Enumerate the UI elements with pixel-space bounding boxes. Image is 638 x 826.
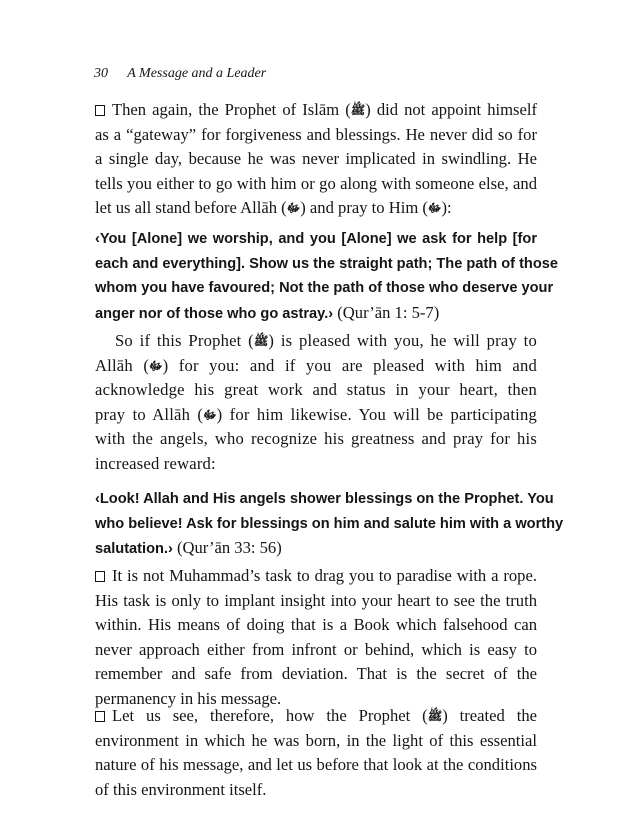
text-line: ‹Look! Allah and His angels shower blessings on the Prophet. You: [95, 491, 554, 507]
checkbox-icon: [95, 711, 105, 722]
running-title: A Message and a Leader: [127, 66, 267, 81]
honorific-icon: ﷻ: [203, 407, 217, 422]
text-line: It is not Muhammad’s task to drag you to paradise with a rope.: [112, 566, 537, 585]
running-header: [94, 66, 266, 82]
text-line: acknowledge his great work and status in your heart, then: [95, 380, 537, 399]
quran-reference: (Qur’ān 33: 56): [172, 538, 282, 557]
text-line: ) treated the: [442, 706, 538, 725]
honorific-icon: ﷻ: [149, 358, 163, 373]
text-line: Allāh (: [95, 355, 150, 375]
text-line: salutation.›: [95, 541, 173, 557]
honorific-icon: ﷻ: [286, 201, 301, 215]
paragraph-pray-for-prophet: [95, 329, 537, 476]
honorific-icon: ﷺ: [253, 334, 269, 348]
honorific-icon: ﷻ: [427, 201, 442, 215]
paragraph-environment: [95, 704, 537, 802]
quran-quote-ahzab: [95, 487, 564, 561]
text-line: never approach either from infront or behind, which is easy to: [95, 639, 537, 659]
text-line: environment in which he was born, in the light of this essential: [95, 730, 537, 750]
text-line: ‹You [Alone] we worship, and you [Alone] we ask for help [for: [95, 231, 537, 247]
text-line: pray to Allāh (: [95, 404, 204, 424]
checkbox-icon: [95, 571, 105, 582]
text-line: remember and safe from deviation. That is the secret of the: [95, 664, 537, 683]
text-line: anger nor of those who go astray.›: [95, 305, 334, 322]
text-line: with the angels, who recognize his greatness and pray for his: [95, 429, 537, 448]
text-line: ) and pray to Him (: [300, 198, 428, 217]
quran-reference: (Qur’ān 1: 5-7): [333, 302, 440, 322]
paragraph-prophet-gateway: [95, 98, 537, 221]
text-line: permanency in his message.: [95, 688, 282, 708]
text-line: whom you have favoured; Not the path of those who deserve your: [95, 280, 554, 296]
text-line: So if this Prophet (: [115, 331, 254, 350]
text-line: each and everything]. Show us the straight path; The path of those: [95, 255, 558, 272]
page-number: 30: [94, 66, 108, 81]
text-line: a single day, because he was never implicated in swindling. He: [95, 149, 537, 168]
text-line: let us all stand before Allāh (: [95, 198, 287, 217]
honorific-icon: ﷺ: [427, 709, 443, 723]
text-line: increased reward:: [95, 453, 216, 473]
text-line: of this environment itself.: [95, 779, 267, 799]
text-line: as a “gateway” for forgiveness and blessings. He never did so for: [95, 124, 537, 144]
text-line: ) for him likewise. You will be participating: [216, 404, 537, 424]
text-line: Let us see, therefore, how the Prophet (: [112, 706, 428, 725]
paragraph-muhammad-task: [95, 564, 537, 711]
checkbox-icon: [95, 105, 105, 116]
text-line: tells you either to go with him or go along with someone else, and: [95, 173, 537, 193]
text-line: Then again, the Prophet of Islām (: [112, 100, 351, 119]
text-line: His task is only to implant insight into your heart to see the truth: [95, 590, 537, 610]
text-line: within. His means of doing that is a Book which falsehood can: [95, 615, 537, 634]
text-line: ):: [441, 198, 452, 217]
text-line: ) did not appoint himself: [365, 100, 537, 119]
text-line: who believe! Ask for blessings on him and salute him with a worthy: [95, 515, 564, 532]
text-line: nature of his message, and let us before that look at the conditions: [95, 755, 537, 774]
honorific-icon: ﷺ: [350, 103, 366, 117]
quran-quote-fatiha: [95, 227, 558, 325]
text-line: ) is pleased with you, he will pray to: [268, 331, 537, 350]
text-line: ) for you: and if you are pleased with him and: [162, 355, 537, 375]
